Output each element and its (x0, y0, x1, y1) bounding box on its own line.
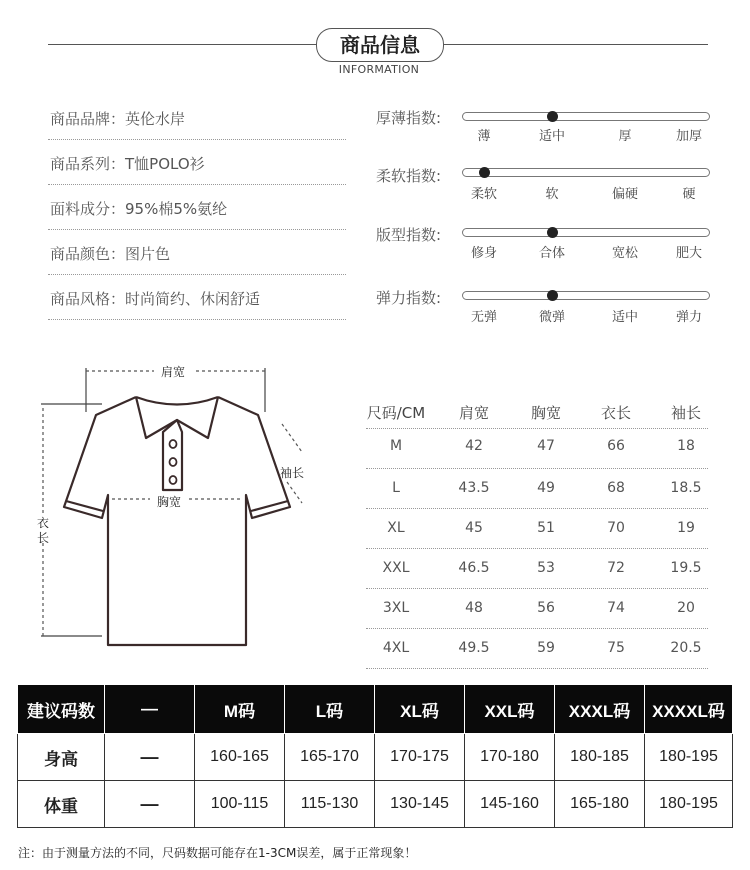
diagram-label-shoulder: 肩宽 (161, 365, 186, 379)
size-table-cell: 18 (677, 438, 695, 454)
index-marker (547, 227, 558, 238)
size-table-row (366, 508, 708, 549)
section-title: 商品信息 (316, 28, 444, 62)
size-table-row (366, 468, 708, 509)
size-table-cell: 袖长 (670, 404, 702, 422)
size-table-cell: 48 (465, 600, 483, 616)
index-option: 偏硬 (611, 187, 639, 202)
size-table-cell: 46.5 (458, 560, 490, 576)
info-row (48, 274, 346, 320)
size-table-cell: 肩宽 (458, 404, 490, 422)
size-table-cell: 53 (537, 560, 555, 576)
size-table-cell: 18.5 (670, 480, 702, 496)
diagram-label-chest: 胸宽 (157, 495, 182, 509)
section-subtitle: INFORMATION (338, 63, 420, 76)
recommend-cell: — (105, 781, 195, 828)
index-option: 无弹 (470, 310, 498, 325)
recommend-cell: 145-160 (465, 781, 555, 828)
diagram-label-sleeve: 袖长 (280, 466, 305, 480)
recommend-cell: 170-180 (465, 734, 555, 781)
size-table-cell: 42 (465, 438, 483, 454)
size-table-cell: M (389, 438, 403, 454)
index-label: 厚薄指数: (376, 109, 442, 127)
index-label: 弹力指数: (376, 289, 442, 307)
index-track (462, 291, 710, 300)
index-option: 修身 (470, 246, 498, 261)
size-table-cell: 衣长 (600, 404, 632, 422)
recommend-row (18, 734, 733, 781)
size-table-header (366, 398, 708, 429)
recommend-header-cell: XXXL码 (555, 685, 645, 734)
size-table-cell: 56 (537, 600, 555, 616)
recommend-cell: 165-170 (285, 734, 375, 781)
diagram-label-length-top: 衣 (37, 516, 50, 530)
info-row-text: 面料成分：95%棉5%氨纶 (50, 200, 228, 218)
info-row (48, 139, 346, 185)
diagram-label-length-bottom: 长 (37, 531, 50, 545)
size-table-cell: 68 (607, 480, 625, 496)
recommend-cell: 体重 (18, 781, 105, 828)
size-table-cell: 45 (465, 520, 483, 536)
size-table-cell: 59 (537, 640, 555, 656)
size-table-row (366, 548, 708, 589)
index-option: 柔软 (470, 187, 498, 202)
recommend-header-cell: XXXXL码 (645, 685, 733, 734)
recommend-header-cell: XL码 (375, 685, 465, 734)
size-table-cell: 19.5 (670, 560, 702, 576)
size-table-cell: 51 (537, 520, 555, 536)
index-option: 适中 (611, 310, 639, 325)
recommend-header-cell: XXL码 (465, 685, 555, 734)
size-table-cell: 胸宽 (530, 404, 562, 422)
index-option: 弹力 (675, 310, 703, 325)
recommend-cell: 115-130 (285, 781, 375, 828)
recommend-cell: 身高 (18, 734, 105, 781)
size-table-cell: 20.5 (670, 640, 702, 656)
size-table-cell: XXL (382, 560, 410, 576)
header-line-right (442, 44, 708, 45)
recommend-header-cell: — (105, 685, 195, 734)
recommend-cell: 160-165 (195, 734, 285, 781)
recommend-cell: 180-185 (555, 734, 645, 781)
info-row (48, 229, 346, 275)
recommend-cell: — (105, 734, 195, 781)
size-table-cell: 47 (537, 438, 555, 454)
shirt-diagram (36, 360, 336, 660)
size-table-cell: 4XL (382, 640, 410, 656)
recommend-cell: 180-195 (645, 781, 733, 828)
index-track (462, 168, 710, 177)
index-track (462, 228, 710, 237)
recommend-row (18, 781, 733, 828)
size-table-cell: 75 (607, 640, 625, 656)
size-table-cell: 43.5 (458, 480, 490, 496)
recommend-table (17, 684, 733, 828)
info-row-text: 商品颜色：图片色 (50, 245, 171, 263)
recommend-header-row (18, 685, 733, 734)
index-option: 软 (545, 187, 559, 202)
recommend-cell: 165-180 (555, 781, 645, 828)
index-marker (479, 167, 490, 178)
size-table-cell: 19 (677, 520, 695, 536)
recommend-cell: 170-175 (375, 734, 465, 781)
measurement-note: 注：由于测量方法的不同，尺码数据可能存在1-3CM误差，属于正常现象！ (18, 846, 417, 860)
index-marker (547, 290, 558, 301)
size-table-cell: 70 (607, 520, 625, 536)
index-option: 合体 (538, 246, 566, 261)
index-marker (547, 111, 558, 122)
index-label: 柔软指数: (376, 167, 442, 185)
size-table-cell: XL (387, 520, 405, 536)
info-row (48, 184, 346, 230)
index-option: 适中 (538, 129, 566, 144)
recommend-cell: 180-195 (645, 734, 733, 781)
recommend-cell: 100-115 (195, 781, 285, 828)
info-row (48, 94, 346, 140)
index-option: 肥大 (675, 246, 703, 261)
info-row-text: 商品品牌：英伦水岸 (50, 110, 186, 128)
size-table-cell: 3XL (382, 600, 410, 616)
size-table-cell: 66 (607, 438, 625, 454)
index-track (462, 112, 710, 121)
index-option: 宽松 (611, 246, 639, 261)
size-table-cell: 20 (677, 600, 695, 616)
size-table-cell: 49 (537, 480, 555, 496)
size-table-cell: 74 (607, 600, 625, 616)
header-line-left (48, 44, 316, 45)
size-table-cell: 尺码/CM (366, 404, 426, 422)
size-table-row (366, 588, 708, 629)
recommend-cell: 130-145 (375, 781, 465, 828)
index-option: 薄 (477, 129, 491, 144)
size-table-cell: 72 (607, 560, 625, 576)
recommend-header-cell: M码 (195, 685, 285, 734)
recommend-header-cell: 建议码数 (18, 685, 105, 734)
index-option: 厚 (618, 129, 632, 144)
index-option: 硬 (682, 187, 696, 202)
index-option: 微弹 (538, 310, 566, 325)
size-table-cell: L (392, 480, 400, 496)
index-label: 版型指数: (376, 226, 442, 244)
recommend-header-cell: L码 (285, 685, 375, 734)
size-table-row (366, 628, 708, 669)
index-option: 加厚 (675, 129, 703, 144)
size-table-cell: 49.5 (458, 640, 490, 656)
info-row-text: 商品系列：T恤POLO衫 (50, 155, 205, 173)
info-row-text: 商品风格：时尚简约、休闲舒适 (50, 290, 261, 308)
size-table-row (366, 428, 708, 469)
